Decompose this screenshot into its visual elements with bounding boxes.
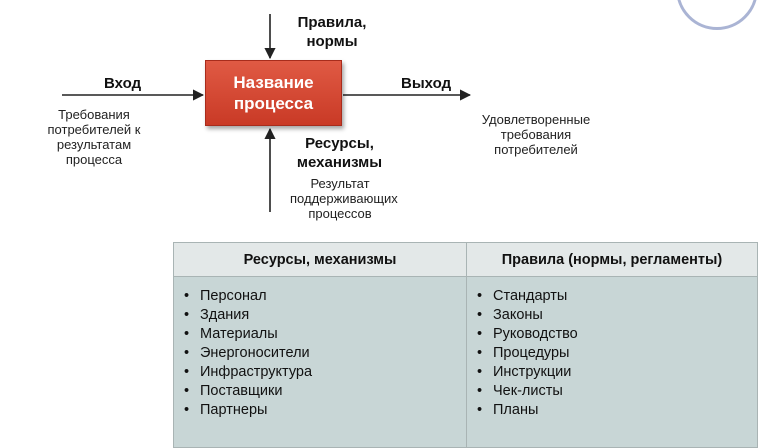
- list-item: • Инструкции: [477, 363, 757, 382]
- resources-rules-table: [173, 242, 758, 448]
- list-item: • Руководство: [477, 325, 757, 344]
- process-box-label: Название процесса: [233, 73, 314, 113]
- list-item: • Партнеры: [184, 401, 466, 420]
- header-rules: Правила (нормы, регламенты): [467, 243, 758, 277]
- process-box: [205, 60, 342, 126]
- list-item: • Энергоносители: [184, 344, 466, 363]
- list-item: • Планы: [477, 401, 757, 420]
- list-item: • Чек-листы: [477, 382, 757, 401]
- rules-list: [477, 287, 757, 420]
- list-item: • Стандарты: [477, 287, 757, 306]
- resources-cell: [174, 277, 467, 448]
- rules-cell: [467, 277, 758, 448]
- output-description: Удовлетворенные требования потребителей: [481, 112, 591, 157]
- list-item: • Процедуры: [477, 344, 757, 363]
- input-label: Вход: [104, 75, 142, 92]
- header-resources: Ресурсы, механизмы: [174, 243, 467, 277]
- output-label: Выход: [401, 75, 452, 92]
- list-item: • Законы: [477, 306, 757, 325]
- mechanism-description: Результат поддерживающих процессов: [290, 176, 398, 221]
- resources-list: [184, 287, 466, 420]
- mechanism-label: Ресурсы, механизмы: [296, 135, 383, 171]
- list-item: • Персонал: [184, 287, 466, 306]
- list-item: • Здания: [184, 306, 466, 325]
- input-description: Требования потребителей к результатам процесса: [47, 107, 141, 167]
- list-item: • Материалы: [184, 325, 466, 344]
- control-label: Правила, нормы: [297, 14, 367, 50]
- list-item: • Поставщики: [184, 382, 466, 401]
- list-item: • Инфраструктура: [184, 363, 466, 382]
